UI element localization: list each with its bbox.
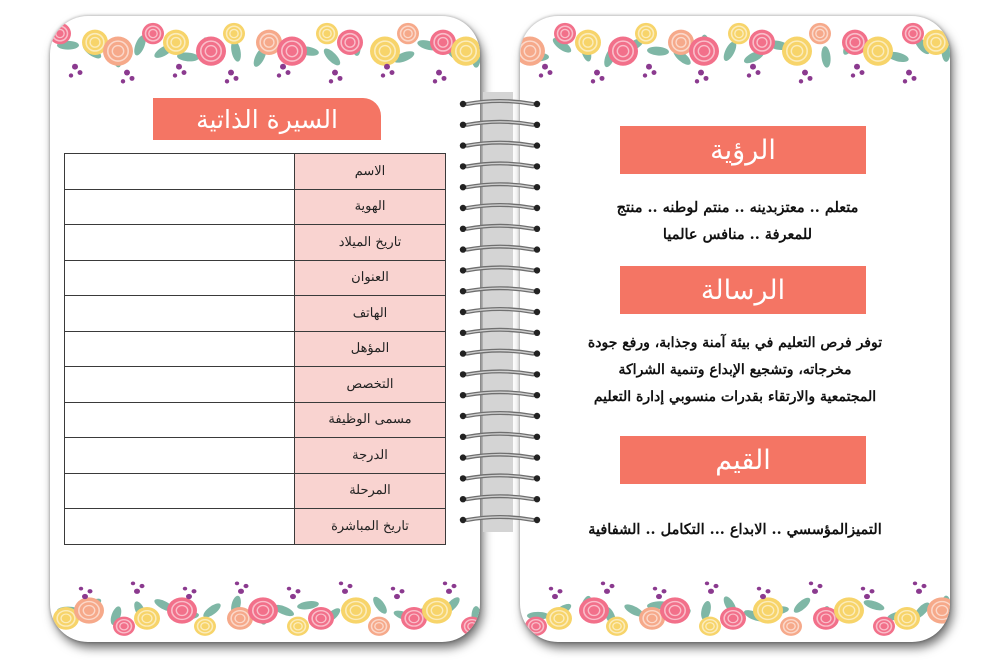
floral-border-bottom <box>520 572 950 642</box>
cv-label-cell: مسمى الوظيفة <box>295 402 446 438</box>
cv-value-cell[interactable] <box>65 402 295 438</box>
cv-row <box>65 367 446 403</box>
values-line: التميزالمؤسسي .. الابداع ... التكامل .. الشفافية <box>588 521 882 538</box>
cv-label-cell: تاريخ المباشرة <box>295 509 446 545</box>
cv-row <box>65 402 446 438</box>
vision-line: للمعرفة .. منافس عالميا <box>662 226 813 243</box>
cv-value-cell[interactable] <box>65 189 295 225</box>
mission-line: المجتمعية والارتقاء بقدرات منسوبي إدارة التعليم <box>593 389 877 405</box>
cv-value-cell[interactable] <box>65 367 295 403</box>
cv-row <box>65 473 446 509</box>
cv-value-cell[interactable] <box>65 154 295 190</box>
cv-label-cell: الدرجة <box>295 438 446 474</box>
vision-line: متعلم .. معتزبدينه .. منتم لوطنه .. منتج <box>616 199 859 216</box>
cv-row <box>65 331 446 367</box>
cv-label-cell: العنوان <box>295 260 446 296</box>
left-page <box>50 16 480 642</box>
floral-border-top <box>520 16 950 94</box>
cv-row <box>65 438 446 474</box>
cv-table <box>64 153 446 545</box>
cv-value-cell[interactable] <box>65 225 295 261</box>
cv-label-cell: تاريخ الميلاد <box>295 225 446 261</box>
cv-label-cell: الهوية <box>295 189 446 225</box>
mission-text <box>530 330 940 411</box>
cv-label-cell: الاسم <box>295 154 446 190</box>
mission-title: الرسالة <box>620 266 866 314</box>
cv-row <box>65 154 446 190</box>
floral-border-top <box>50 16 480 94</box>
cv-value-cell[interactable] <box>65 331 295 367</box>
cv-value-cell[interactable] <box>65 296 295 332</box>
vision-title: الرؤية <box>620 126 866 174</box>
values-text <box>530 516 940 543</box>
cv-row <box>65 260 446 296</box>
cv-row <box>65 189 446 225</box>
cv-row <box>65 296 446 332</box>
cv-row <box>65 509 446 545</box>
cv-label-cell: المؤهل <box>295 331 446 367</box>
cv-label-cell: الهاتف <box>295 296 446 332</box>
vision-text <box>540 194 935 248</box>
cv-value-cell[interactable] <box>65 438 295 474</box>
cv-row <box>65 225 446 261</box>
cv-label-cell: التخصص <box>295 367 446 403</box>
cv-label-cell: المرحلة <box>295 473 446 509</box>
cv-title-banner: السيرة الذاتية <box>153 98 381 140</box>
cv-value-cell[interactable] <box>65 260 295 296</box>
mission-line: مخرجاته، وتشجيع الإبداع وتنمية الشراكة <box>618 362 852 378</box>
spiral-binding-icon <box>455 92 545 532</box>
cv-value-cell[interactable] <box>65 509 295 545</box>
right-page <box>520 16 950 642</box>
values-title: القيم <box>620 436 866 484</box>
floral-border-bottom <box>50 572 480 642</box>
mission-line: توفر فرص التعليم في بيئة آمنة وجذابة، ورفع جودة <box>587 335 883 351</box>
cv-value-cell[interactable] <box>65 473 295 509</box>
